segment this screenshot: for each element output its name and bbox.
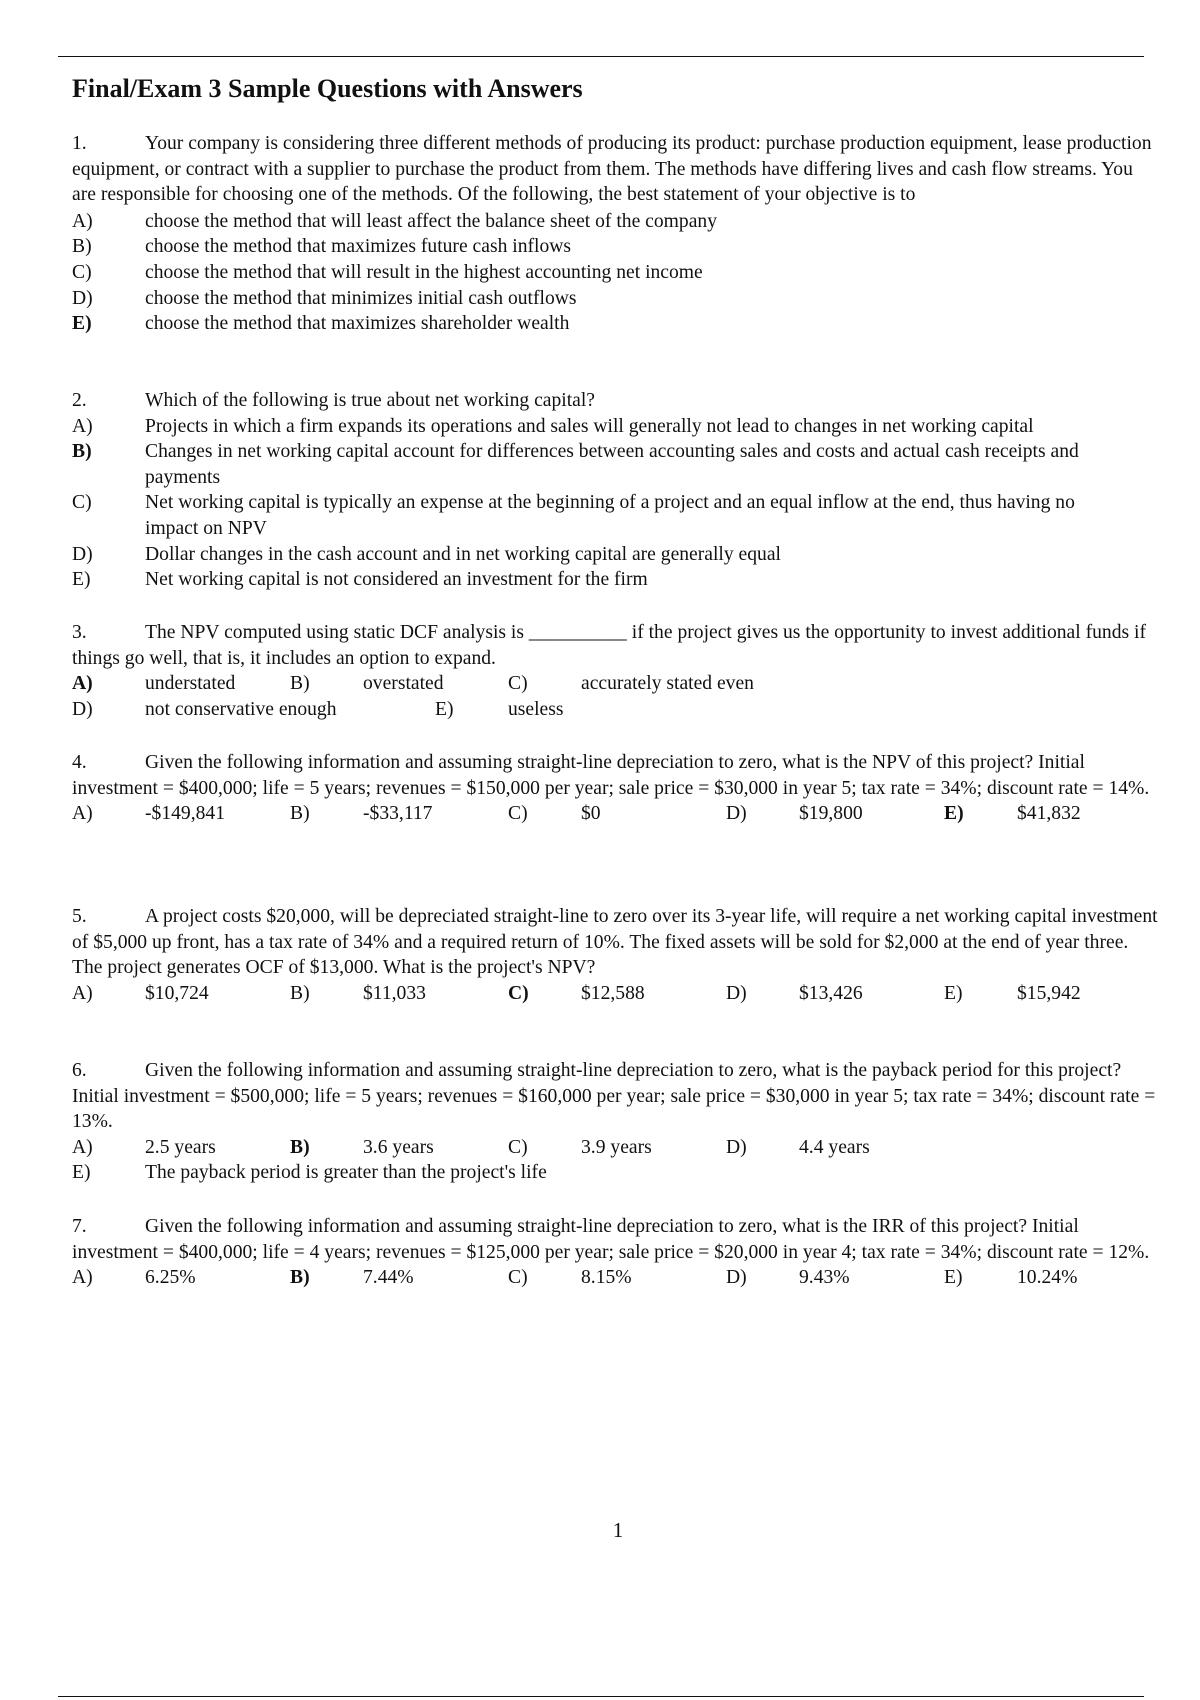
question-1 [72, 131, 1160, 337]
option-d-letter: D) [726, 1136, 747, 1158]
question-number: 3. [72, 622, 87, 643]
question-5 [72, 904, 1160, 1006]
question-stem: 1. Your company is considering three different methods of producing its product: purchase production equipment, lease production equipment, or contract with a supplier to purchase the product from them. The methods have differing lives and cash flow streams. You are responsible for choosing one of the methods. Of the following, the best statement of your objective is to [72, 133, 1152, 206]
option-a: A) choose the method that will least affect the balance sheet of the company [72, 210, 717, 232]
question-stem: 2. Which of the following is true about net working capital? [72, 388, 1160, 414]
option-b-letter: B) [290, 673, 310, 695]
option-b-text: overstated [363, 673, 444, 695]
question-6 [72, 1058, 1160, 1186]
question-stem: 3. The NPV computed using static DCF analysis is __________ if the project gives us the opportunity to invest additional funds if things go well, that is, it includes an option to expand. [72, 622, 1147, 669]
option-d: D) Dollar changes in the cash account and in net working capital are generally equal [72, 543, 781, 565]
option-b-correct-letter: B) [290, 1267, 310, 1289]
option-e-text: $41,832 [1017, 803, 1081, 825]
option-b-correct-letter: B) [290, 1136, 310, 1158]
option-d-letter: D) [726, 803, 747, 825]
option-b-text: $11,033 [363, 982, 426, 1004]
option-c-letter: C) [508, 1136, 528, 1158]
question-number: 4. [72, 752, 87, 773]
option-a: A) Projects in which a firm expands its operations and sales will generally not lead to changes in net working capital [72, 415, 1034, 437]
question-number: 1. [72, 133, 87, 154]
page-title: Final/Exam 3 Sample Questions with Answers [72, 74, 583, 103]
option-a-text: $10,724 [145, 982, 209, 1004]
option-d-letter: D) [726, 982, 747, 1004]
option-a-letter: A) [72, 982, 93, 1004]
option-c-text: accurately stated even [581, 673, 754, 695]
option-e-text: 10.24% [1017, 1267, 1078, 1289]
option-c-text: $12,588 [581, 982, 645, 1004]
option-e-text: useless [508, 698, 564, 720]
option-b: B) choose the method that maximizes future cash inflows [72, 236, 572, 258]
option-e-correct: E) choose the method that maximizes shareholder wealth [72, 313, 570, 335]
option-c: C) choose the method that will result in the highest accounting net income [72, 261, 703, 283]
question-stem: 6. Given the following information and assuming straight-line depreciation to zero, what is the payback period for this project? Initial investment = $500,000; life = 5 years; revenues = $160,000 per year; sale price = $30,000 in year 5; tax rate = 34%; discount rate = 13%. [72, 1060, 1156, 1133]
option-e-text: $15,942 [1017, 982, 1081, 1004]
option-d-text: $13,426 [799, 982, 863, 1004]
question-4 [72, 750, 1160, 827]
question-number: 2. [72, 390, 87, 411]
option-c-letter: C) [508, 673, 528, 695]
option-b-text: 3.6 years [363, 1136, 434, 1158]
option-e-correct-letter: E) [944, 803, 964, 825]
question-number: 7. [72, 1216, 87, 1237]
option-e-letter: E) [435, 698, 454, 720]
option-e-letter: E) [944, 982, 963, 1004]
option-a-text: understated [145, 673, 236, 695]
question-stem: 4. Given the following information and assuming straight-line depreciation to zero, what is the NPV of this project? Initial investment = $400,000; life = 5 years; revenues = $150,000 per year; sale price = $30,000 in year 5; tax rate = 34%; discount rate = 14%. [72, 752, 1150, 799]
question-stem: 7. Given the following information and assuming straight-line depreciation to zero, what is the IRR of this project? Initial investment = $400,000; life = 4 years; revenues = $125,000 per year; sale price = $20,000 in year 4; tax rate = 34%; discount rate = 12%. [72, 1216, 1150, 1263]
option-c-text: 8.15% [581, 1267, 632, 1289]
option-b-text: -$33,117 [363, 803, 433, 825]
option-d-text: $19,800 [799, 803, 863, 825]
option-c-letter: C) [508, 803, 528, 825]
option-b-text: 7.44% [363, 1267, 414, 1289]
question-stem: 5. A project costs $20,000, will be depreciated straight-line to zero over its 3-year life, will require a net working capital investment of $5,000 up front, has a tax rate of 34% and a required return of 10%. The fixed assets will be sold for $2,000 at the end of year three. The project generates OCF of $13,000. What is the project's NPV? [72, 906, 1158, 979]
option-b-correct: B) Changes in net working capital account for differences between accounting sales and costs and actual cash receipts and payments [72, 441, 1079, 488]
page-number: 1 [612, 1518, 624, 1542]
option-c-letter: C) [508, 1267, 528, 1289]
option-c-text: $0 [581, 803, 601, 825]
option-e-letter: E) [944, 1267, 963, 1289]
option-a-correct-letter: A) [72, 673, 93, 695]
top-rule [58, 56, 1144, 57]
option-d-text: not conservative enough [145, 698, 337, 720]
option-d-text: 4.4 years [799, 1136, 870, 1158]
option-a-text: 2.5 years [145, 1136, 216, 1158]
option-c-text: 3.9 years [581, 1136, 652, 1158]
option-d-text: 9.43% [799, 1267, 850, 1289]
option-d: D) choose the method that minimizes initial cash outflows [72, 287, 577, 309]
option-e: E) Net working capital is not considered an investment for the firm [72, 569, 648, 591]
option-b-letter: B) [290, 982, 310, 1004]
option-c: C) Net working capital is typically an expense at the beginning of a project and an equal inflow at the end, thus having no impact on NPV [72, 492, 1075, 539]
option-d-letter: D) [726, 1267, 747, 1289]
option-a-letter: A) [72, 803, 93, 825]
question-2 [72, 388, 1160, 593]
option-e-letter: E) [72, 1162, 91, 1184]
option-b-letter: B) [290, 803, 310, 825]
option-e-text: The payback period is greater than the project's life [145, 1162, 547, 1184]
option-a-letter: A) [72, 1267, 93, 1289]
question-number: 5. [72, 906, 87, 927]
bottom-rule [58, 1696, 1144, 1697]
question-number: 6. [72, 1060, 87, 1081]
question-3 [72, 620, 1160, 722]
option-a-text: 6.25% [145, 1267, 196, 1289]
option-a-letter: A) [72, 1136, 93, 1158]
option-c-correct-letter: C) [508, 982, 529, 1004]
question-7 [72, 1214, 1160, 1291]
option-d-letter: D) [72, 698, 93, 720]
option-a-text: -$149,841 [145, 803, 226, 825]
